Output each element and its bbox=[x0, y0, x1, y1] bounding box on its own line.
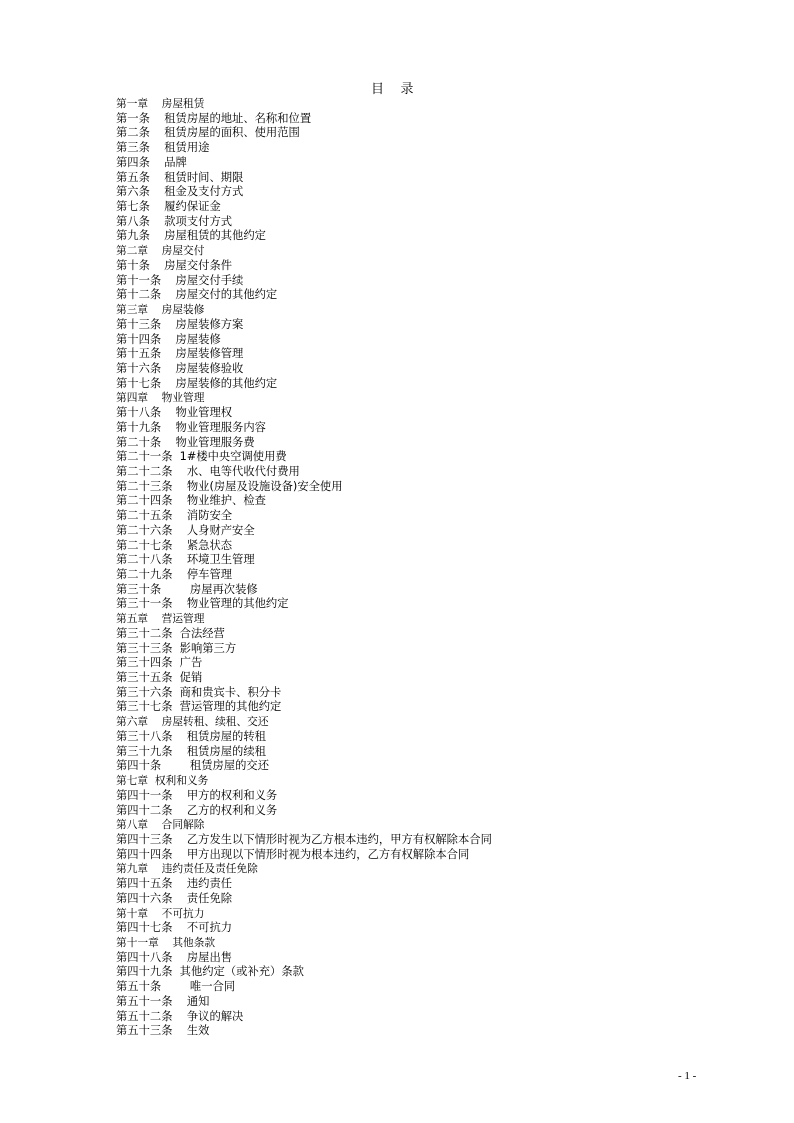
toc-article-entry[interactable]: 第二十一条 1#楼中央空调使用费 bbox=[116, 450, 287, 464]
toc-article-entry[interactable]: 第十条 房屋交付条件 bbox=[116, 258, 233, 272]
toc-article-entry[interactable]: 第二十四条 物业维护、检查 bbox=[116, 494, 266, 508]
toc-article-entry[interactable]: 第一条 租赁房屋的地址、名称和位置 bbox=[116, 111, 312, 125]
toc-article-entry[interactable]: 第十二条 房屋交付的其他约定 bbox=[116, 288, 278, 302]
toc-article-entry[interactable]: 第三十六条 商和贵宾卡、积分卡 bbox=[116, 685, 282, 699]
toc-article-entry[interactable]: 第三十七条 营运管理的其他约定 bbox=[116, 700, 282, 714]
toc-chapter-entry[interactable]: 第十一章 其他条款 bbox=[116, 935, 216, 949]
toc-chapter-entry[interactable]: 第五章 营运管理 bbox=[116, 612, 205, 626]
toc-article-entry[interactable]: 第三十条 房屋再次装修 bbox=[116, 582, 258, 596]
toc-article-entry[interactable]: 第六条 租金及支付方式 bbox=[116, 185, 244, 199]
toc-article-entry[interactable]: 第四十三条 乙方发生以下情形时视为乙方根本违约，甲方有权解除本合同 bbox=[116, 832, 492, 846]
toc-article-entry[interactable]: 第十六条 房屋装修验收 bbox=[116, 361, 244, 375]
toc-article-entry[interactable]: 第十七条 房屋装修的其他约定 bbox=[116, 376, 278, 390]
toc-article-entry[interactable]: 第三十一条 物业管理的其他约定 bbox=[116, 597, 289, 611]
toc-article-entry[interactable]: 第十三条 房屋装修方案 bbox=[116, 317, 244, 331]
toc-article-entry[interactable]: 第四十七条 不可抗力 bbox=[116, 921, 233, 935]
toc-article-entry[interactable]: 第五十条 唯一合同 bbox=[116, 980, 236, 994]
toc-article-entry[interactable]: 第五十二条 争议的解决 bbox=[116, 1009, 244, 1023]
toc-article-entry[interactable]: 第十一条 房屋交付手续 bbox=[116, 273, 244, 287]
toc-chapter-entry[interactable]: 第十章 不可抗力 bbox=[116, 906, 205, 920]
toc-article-entry[interactable]: 第十九条 物业管理服务内容 bbox=[116, 420, 266, 434]
toc-article-entry[interactable]: 第二十二条 水、电等代收代付费用 bbox=[116, 464, 300, 478]
toc-article-entry[interactable]: 第十四条 房屋装修 bbox=[116, 332, 221, 346]
toc-article-entry[interactable]: 第五条 租赁时间、期限 bbox=[116, 170, 244, 184]
toc-article-entry[interactable]: 第八条 款项支付方式 bbox=[116, 214, 233, 228]
toc-article-entry[interactable]: 第二条 租赁房屋的面积、使用范围 bbox=[116, 126, 300, 140]
toc-chapter-entry[interactable]: 第一章 房屋租赁 bbox=[116, 97, 205, 110]
table-of-contents bbox=[116, 97, 676, 1039]
toc-article-entry[interactable]: 第二十条 物业管理服务费 bbox=[116, 435, 255, 449]
toc-article-entry[interactable]: 第三十九条 租赁房屋的续租 bbox=[116, 744, 266, 758]
toc-chapter-entry[interactable]: 第八章 合同解除 bbox=[116, 818, 205, 832]
toc-article-entry[interactable]: 第四十六条 责任免除 bbox=[116, 891, 233, 905]
toc-article-entry[interactable]: 第四条 品牌 bbox=[116, 155, 187, 169]
toc-article-entry[interactable]: 第二十三条 物业(房屋及设施设备)安全使用 bbox=[116, 479, 343, 493]
page-number: - 1 - bbox=[678, 1070, 697, 1082]
toc-article-entry[interactable]: 第二十九条 停车管理 bbox=[116, 568, 233, 581]
toc-article-entry[interactable]: 第十五条 房屋装修管理 bbox=[116, 347, 244, 361]
toc-chapter-entry[interactable]: 第四章 物业管理 bbox=[116, 391, 205, 405]
toc-chapter-entry[interactable]: 第六章 房屋转租、续租、交还 bbox=[116, 715, 269, 729]
toc-article-entry[interactable]: 第三十二条 合法经营 bbox=[116, 626, 225, 640]
toc-article-entry[interactable]: 第二十五条 消防安全 bbox=[116, 509, 233, 523]
toc-title: 目 录 bbox=[371, 82, 414, 97]
toc-article-entry[interactable]: 第四十条 租赁房屋的交还 bbox=[116, 759, 269, 773]
toc-article-entry[interactable]: 第二十八条 环境卫生管理 bbox=[116, 553, 255, 567]
toc-article-entry[interactable]: 第三条 租赁用途 bbox=[116, 141, 210, 155]
toc-chapter-entry[interactable]: 第三章 房屋装修 bbox=[116, 303, 205, 317]
toc-article-entry[interactable]: 第四十一条 甲方的权利和义务 bbox=[116, 788, 278, 802]
toc-article-entry[interactable]: 第四十九条 其他约定（或补充）条款 bbox=[116, 965, 304, 979]
toc-article-entry[interactable]: 第三十三条 影响第三方 bbox=[116, 641, 237, 655]
toc-chapter-entry[interactable]: 第九章 违约责任及责任免除 bbox=[116, 862, 258, 876]
toc-chapter-entry[interactable]: 第七章 权利和义务 bbox=[116, 774, 209, 788]
toc-article-entry[interactable]: 第三十八条 租赁房屋的转租 bbox=[116, 729, 266, 743]
toc-chapter-entry[interactable]: 第二章 房屋交付 bbox=[116, 244, 205, 258]
toc-article-entry[interactable]: 第二十六条 人身财产安全 bbox=[116, 523, 255, 537]
toc-article-entry[interactable]: 第十八条 物业管理权 bbox=[116, 406, 233, 420]
toc-article-entry[interactable]: 第四十四条 甲方出现以下情形时视为根本违约，乙方有权解除本合同 bbox=[116, 847, 470, 861]
toc-article-entry[interactable]: 第三十四条 广告 bbox=[116, 656, 203, 670]
toc-article-entry[interactable]: 第四十五条 违约责任 bbox=[116, 877, 233, 891]
toc-article-entry[interactable]: 第七条 履约保证金 bbox=[116, 200, 221, 214]
toc-article-entry[interactable]: 第四十八条 房屋出售 bbox=[116, 950, 233, 964]
toc-article-entry[interactable]: 第四十二条 乙方的权利和义务 bbox=[116, 803, 278, 817]
toc-article-entry[interactable]: 第五十一条 通知 bbox=[116, 994, 210, 1008]
toc-article-entry[interactable]: 第五十三条 生效 bbox=[116, 1024, 210, 1038]
toc-article-entry[interactable]: 第三十五条 促销 bbox=[116, 671, 203, 685]
toc-article-entry[interactable]: 第二十七条 紧急状态 bbox=[116, 538, 233, 552]
toc-article-entry[interactable]: 第九条 房屋租赁的其他约定 bbox=[116, 229, 266, 243]
